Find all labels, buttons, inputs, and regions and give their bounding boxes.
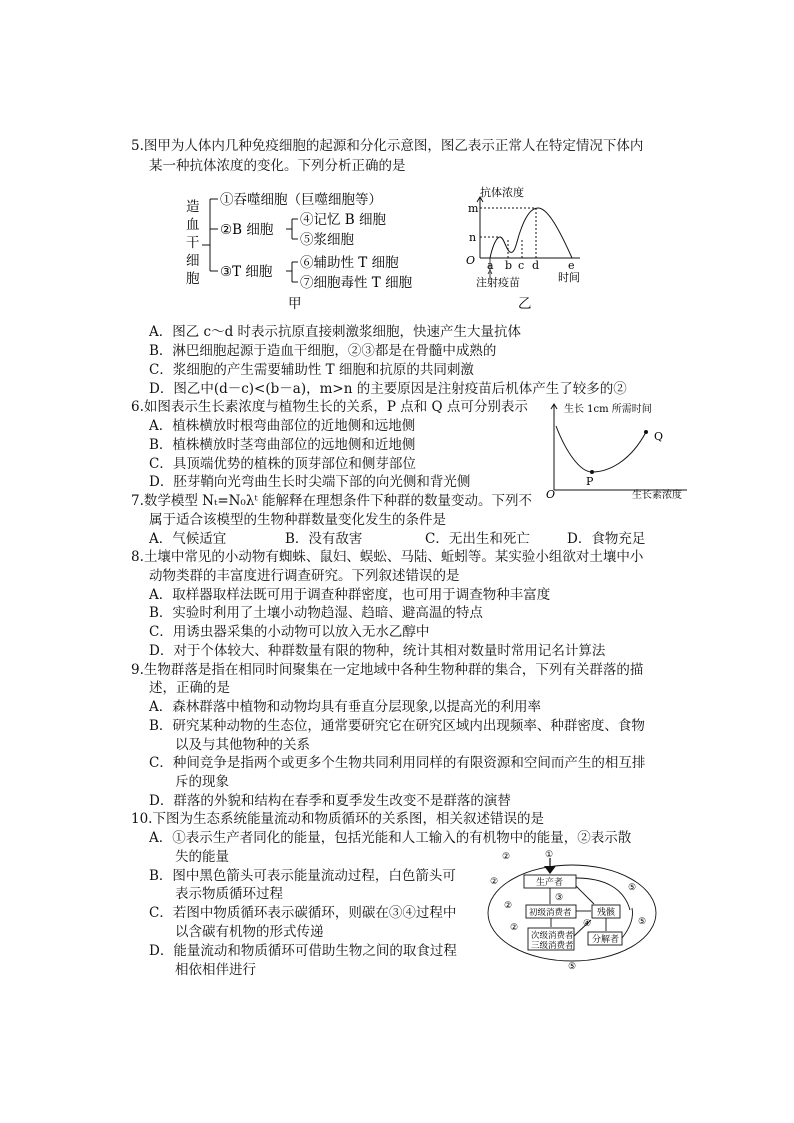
q10-option-a-line2: 失的能量 bbox=[175, 849, 229, 865]
q5-yi-b: b bbox=[505, 259, 513, 272]
q5-root-char-1: 血 bbox=[186, 217, 200, 233]
q10-option-d-line1: D．能量流动和物质循环可借助生物之间的取食过程 bbox=[149, 943, 457, 959]
q5-yi-m: m bbox=[468, 202, 479, 215]
q9-option-b-line2: 以及与其他物种的关系 bbox=[175, 737, 310, 753]
q6-fig-q: Q bbox=[654, 430, 664, 443]
q8-stem-line1: 8.土壤中常见的小动物有蜘蛛、鼠妇、蜈蚣、马陆、蚯蚓等。某实验小组欲对土壤中小 bbox=[131, 549, 644, 565]
q5-yi-a: a bbox=[487, 259, 494, 272]
q8-option-b: B．实验时利用了土壤小动物趋湿、趋暗、避高温的特点 bbox=[149, 605, 483, 621]
q6-fig-p: P bbox=[586, 475, 594, 488]
q8-stem-line2: 动物类群的丰富度进行调查研究。下列叙述错误的是 bbox=[149, 568, 460, 584]
q9-option-d: D．群落的外貌和结构在春季和夏季发生改变不是群落的演替 bbox=[149, 793, 511, 809]
q5-node-plasma: ⑤浆细胞 bbox=[300, 232, 354, 248]
q10-fig-consumer23b: 三级消费者 bbox=[531, 941, 574, 951]
q5-caption-jia: 甲 bbox=[288, 296, 302, 312]
q10-option-a-line1: A．①表示生产者同化的能量，包括光能和人工输入的有机物中的能量，②表示散 bbox=[149, 830, 632, 846]
q5-option-a: A．图乙 c～d 时表示抗原直接刺激浆细胞，快速产生大量抗体 bbox=[149, 324, 522, 340]
q8-option-a: A．取样器取样法既可用于调查种群密度，也可用于调查物种丰富度 bbox=[149, 587, 551, 603]
q5-yi-origin: O bbox=[466, 254, 476, 267]
q6-fig-ylabel: 生长 1cm 所需时间 bbox=[564, 404, 652, 415]
q10-fig-circle-2: ② bbox=[502, 852, 511, 862]
q10-fig-consumer23a: 次级消费者 bbox=[531, 931, 574, 941]
q5-yi-ylabel: 抗体浓度 bbox=[480, 186, 524, 199]
q10-fig-remains: 残骸 bbox=[597, 908, 616, 918]
q5-node-phagocyte: ①吞噬细胞（巨噬细胞等） bbox=[220, 192, 382, 208]
q7-option-c: C．无出生和死亡 bbox=[425, 531, 530, 547]
q6-option-a: A．植株横放时根弯曲部位的近地侧和远地侧 bbox=[149, 418, 416, 434]
q5-node-cytotoxic-t: ⑦细胞毒性 T 细胞 bbox=[300, 275, 413, 291]
q9-option-b-line1: B．研究某种动物的生态位，通常要研究它在研究区域内出现频率、种群密度、食物 bbox=[149, 718, 645, 734]
q9-stem-line1: 9.生物群落是指在相同时间聚集在一定地域中各种生物种群的集合，下列有关群落的描 bbox=[131, 662, 644, 678]
q6-fig-origin: O bbox=[546, 488, 556, 501]
q5-yi-inject: 注射疫苗 bbox=[476, 276, 520, 289]
q5-root-char-2: 干 bbox=[186, 235, 200, 251]
q5-yi-n: n bbox=[469, 231, 477, 244]
q5-stem-line1: 5.图甲为人体内几种免疫细胞的起源和分化示意图，图乙表示正常人在特定情况下体内 bbox=[131, 138, 644, 154]
q9-option-a: A．森林群落中植物和动物均具有垂直分层现象,以提高光的利用率 bbox=[149, 699, 542, 715]
q10-fig-circle-2d: ② bbox=[510, 923, 519, 933]
q10-fig-circle-2c: ② bbox=[504, 901, 513, 911]
q5-yi-d: d bbox=[532, 259, 540, 272]
q5-caption-yi: 乙 bbox=[518, 296, 532, 312]
q5-stem-line2: 某一种抗体浓度的变化。下列分析正确的是 bbox=[149, 158, 406, 174]
q10-fig-decomposer: 分解者 bbox=[592, 935, 620, 945]
q10-option-c-line2: 以含碳有机物的形式传递 bbox=[175, 924, 324, 940]
q5-yi-xlabel: 时间 bbox=[558, 271, 580, 284]
q10-fig-consumer1: 初级消费者 bbox=[529, 908, 572, 918]
q5-node-memory-b: ④记忆 B 细胞 bbox=[300, 212, 387, 228]
q10-figure bbox=[484, 848, 660, 972]
q7-option-d: D．食物充足 bbox=[567, 531, 646, 547]
q7-option-b: B．没有敌害 bbox=[285, 531, 363, 547]
q5-node-t-cell: ③T 细胞 bbox=[220, 264, 273, 280]
q9-option-c-line2: 斥的现象 bbox=[175, 774, 229, 790]
q6-option-d: D．胚芽鞘向光弯曲生长时尖端下部的向光侧和背光侧 bbox=[149, 474, 471, 490]
q10-option-d-line2: 相依相伴进行 bbox=[175, 962, 256, 978]
q10-option-b-line2: 表示物质循环过程 bbox=[175, 886, 283, 902]
q10-stem: 10.下图为生态系统能量流动和物质循环的关系图，相关叙述错误的是 bbox=[131, 811, 544, 827]
q5-figure-jia bbox=[180, 185, 440, 310]
q5-node-b-cell: ②B 细胞 bbox=[220, 222, 274, 238]
q5-node-helper-t: ⑥辅助性 T 细胞 bbox=[300, 255, 399, 271]
q5-root-char-0: 造 bbox=[186, 199, 200, 215]
q5-root-char-4: 胞 bbox=[186, 271, 200, 287]
q8-option-c: C．用诱虫器采集的小动物可以放入无水乙醇中 bbox=[149, 624, 430, 640]
q5-root-char-3: 细 bbox=[186, 253, 200, 269]
q5-option-d: D．图乙中(d－c)<(b－a)，m>n 的主要原因是注射疫苗后机体产生了较多的② bbox=[149, 381, 627, 397]
q10-fig-circle-3: ③ bbox=[555, 893, 564, 903]
q5-yi-c: c bbox=[518, 259, 525, 272]
q5-figure-yi bbox=[460, 182, 590, 312]
q10-fig-circle-2b: ② bbox=[490, 877, 499, 887]
q10-fig-producer: 生产者 bbox=[536, 878, 564, 888]
q5-yi-e: e bbox=[568, 259, 575, 272]
q10-option-b-line1: B．图中黑色箭头可表示能量流动过程，白色箭头可 bbox=[149, 868, 456, 884]
q6-figure bbox=[542, 400, 692, 505]
q9-option-c-line1: C．种间竞争是指两个或更多个生物共同利用同样的有限资源和空间而产生的相互排 bbox=[149, 755, 646, 771]
q6-option-c: C．具顶端优势的植株的顶芽部位和侧芽部位 bbox=[149, 456, 416, 472]
q10-fig-circle-5c: ⑤ bbox=[568, 962, 577, 972]
q5-option-b: B．淋巴细胞起源于造血干细胞，②③都是在骨髓中成熟的 bbox=[149, 343, 497, 359]
q9-stem-line2: 述，正确的是 bbox=[149, 680, 230, 696]
q8-option-d: D．对于个体较大、种群数量有限的物种，统计其相对数量时常用记名计算法 bbox=[149, 643, 606, 659]
q6-stem: 6.如图表示生长素浓度与植物生长的关系，P 点和 Q 点可分别表示 bbox=[131, 399, 528, 415]
q10-fig-circle-4: ④ bbox=[583, 919, 592, 929]
q10-fig-circle-5: ⑤ bbox=[628, 883, 637, 893]
q5-option-c: C．浆细胞的产生需要辅助性 T 细胞和抗原的共同刺激 bbox=[149, 362, 474, 378]
q7-stem-line2: 属于适合该模型的生物种群数量变化发生的条件是 bbox=[149, 512, 446, 528]
q6-option-b: B．植株横放时茎弯曲部位的远地侧和近地侧 bbox=[149, 437, 416, 453]
q7-stem-line1: 7.数学模型 Nₜ=N₀λᵗ 能解释在理想条件下种群的数量变动。下列不 bbox=[131, 493, 533, 509]
q10-fig-circle-1: ① bbox=[545, 850, 554, 860]
q10-fig-circle-5b: ⑤ bbox=[638, 917, 647, 927]
q10-option-c-line1: C．若图中物质循环表示碳循环，则碳在③④过程中 bbox=[149, 905, 457, 921]
q7-option-a: A．气候适宜 bbox=[149, 531, 227, 547]
q6-fig-xlabel: 生长素浓度 bbox=[632, 490, 682, 501]
